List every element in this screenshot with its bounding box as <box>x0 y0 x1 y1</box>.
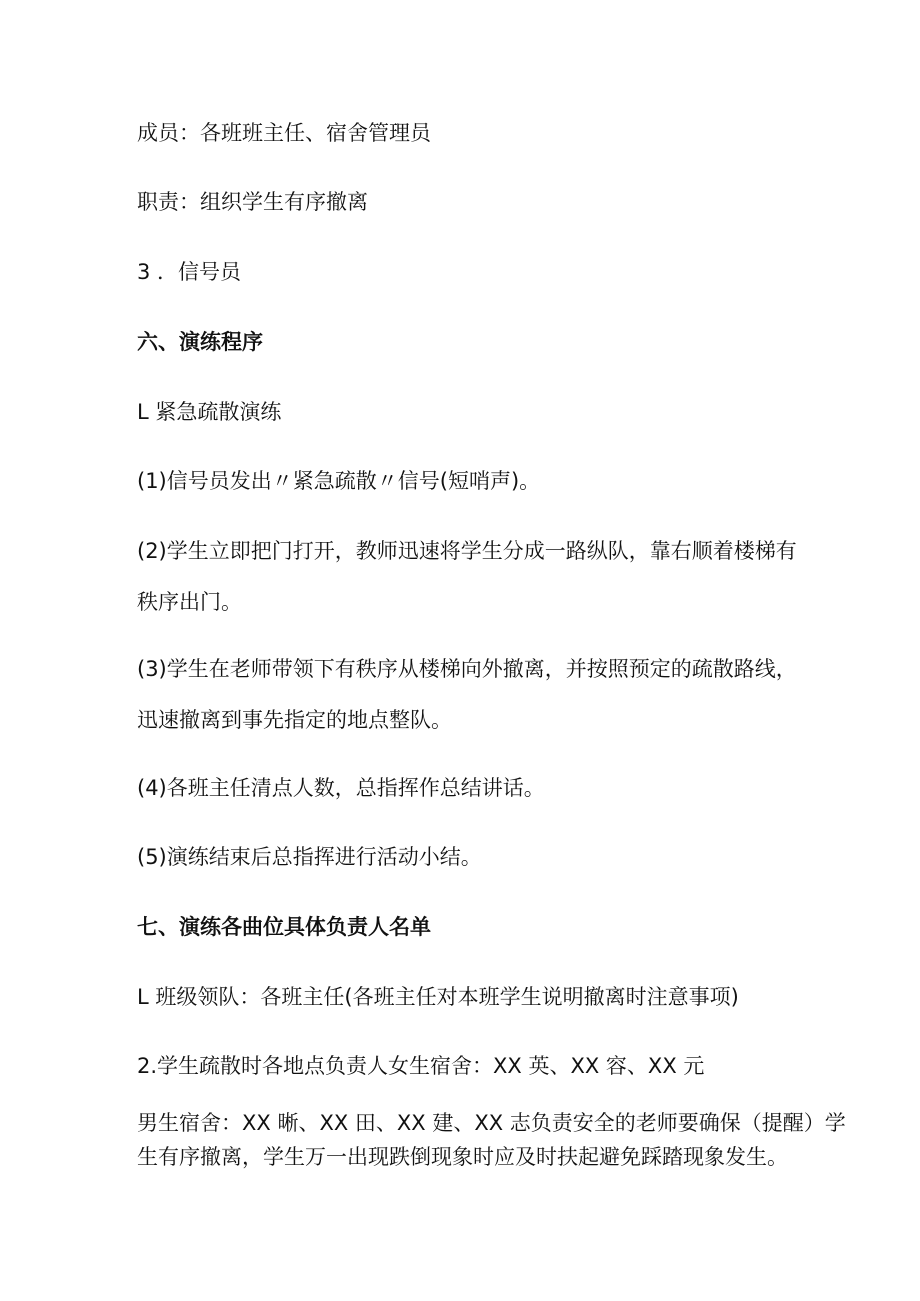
step-2-paragraph-line-1: (2)学生立即把门打开，教师迅速将学生分成一路纵队，靠右顺着楼梯有 <box>137 539 797 563</box>
step-3-paragraph-line-1: (3)学生在老师带领下有秩序从楼梯向外撤离，并按照预定的疏散路线， <box>137 657 797 681</box>
male-dorm-paragraph-line-1: 男生宿舍：XX 晰、XX 田、XX 建、XX 志负责安全的老师要确保（提醒）学 <box>137 1111 846 1135</box>
dorm-responsible-item: 2.学生疏散时各地点负责人女生宿舍：XX 英、XX 容、XX 元 <box>137 1054 705 1078</box>
step-1-paragraph: (1)信号员发出〃紧急疏散〃信号(短哨声)。 <box>137 469 541 493</box>
step-5-paragraph: (5)演练结束后总指挥进行活动小结。 <box>137 845 482 869</box>
section-heading-responsible-persons: 七、演练各曲位具体负责人名单 <box>137 915 431 939</box>
emergency-evacuation-item: L 紧急疏散演练 <box>137 400 282 424</box>
members-line: 成员：各班班主任、宿舍管理员 <box>137 121 431 145</box>
class-leader-item: L 班级领队：各班主任(各班主任对本班学生说明撤离时注意事项) <box>137 985 739 1009</box>
duties-line: 职责：组织学生有序撤离 <box>137 190 368 214</box>
section-heading-drill-procedure: 六、演练程序 <box>137 330 263 354</box>
step-3-paragraph-line-2: 迅速撤离到事先指定的地点整队。 <box>137 708 452 732</box>
male-dorm-paragraph-line-2: 生有序撤离，学生万一出现跌倒现象时应及时扶起避免踩踏现象发生。 <box>137 1145 788 1169</box>
step-2-paragraph-line-2: 秩序出门。 <box>137 590 242 614</box>
step-4-paragraph: (4)各班主任清点人数，总指挥作总结讲话。 <box>137 776 545 800</box>
signaler-item: 3 ．信号员 <box>137 260 242 284</box>
